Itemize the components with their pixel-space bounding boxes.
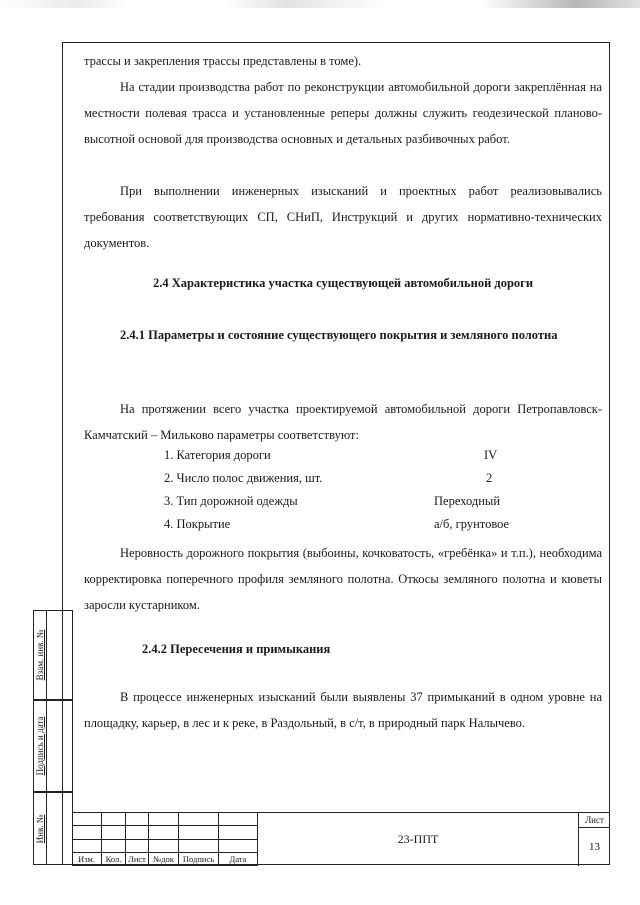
list-item: [164, 444, 564, 467]
column-label: Дата: [219, 853, 258, 866]
param-value: а/б, грунтовое: [434, 517, 510, 531]
stamp-inventory-label: Инв. №: [35, 814, 45, 843]
param-label: 1. Категория дороги: [164, 448, 271, 462]
param-value: Переходный: [434, 494, 501, 508]
paragraph-requirements: При выполнении инженерных изысканий и проектных работ реализовывались требования соответствующих СП, СНиП, Инструкций и других нормативно-технических документов.: [84, 184, 602, 250]
paragraph-junctions: В процессе инженерных изысканий были выявлены 37 примыканий в одном уровне на площадку, карьер, в лес и к реке, в Раздольный, в с/т, в природный парк Налычево.: [84, 690, 602, 730]
param-label: 4. Покрытие: [164, 517, 231, 531]
stamp-signature: [33, 700, 73, 792]
title-block-grid: [72, 813, 258, 866]
param-label: 3. Тип дорожной одежды: [164, 494, 298, 508]
list-item: [164, 490, 564, 513]
column-label: Лист: [126, 853, 149, 866]
paragraph-unevenness: Неровность дорожного покрытия (выбоины, кочковатость, «гребёнка» и т.п.), необходима корректировка поперечного профиля земляного полотна. Откосы земляного полотна и кюветы заросли кустарником.: [84, 546, 602, 612]
paragraph-production: На стадии производства работ по реконструкции автомобильной дороги закреплённая на местности полевая трасса и установленные реперы должны служить геодезической планово-высотной основой для производства основных и детальных разбивочных работ.: [84, 80, 602, 146]
column-label: Изм.: [72, 853, 102, 866]
column-label: Кол.: [102, 853, 126, 866]
list-item: [164, 513, 564, 536]
title-block: [72, 812, 610, 866]
param-value: 2: [486, 471, 493, 485]
stamp-inventory: [33, 792, 73, 865]
document-code: 23-ППТ: [397, 832, 439, 846]
column-label: Подпись: [179, 853, 219, 866]
paragraph-length: На протяжении всего участка проектируемой автомобильной дороги Петропавловск-Камчатский – Мильково параметры соответствуют:: [84, 402, 602, 442]
scan-edge-artifact: [0, 0, 640, 8]
list-item: [164, 467, 564, 490]
heading-2-4-2: 2.4.2 Пересечения и примыкания: [142, 642, 331, 656]
paragraph-continuation: трассы и закрепления трассы представлены в томе).: [84, 54, 362, 68]
param-label: 2. Число полос движения, шт.: [164, 471, 323, 485]
stamp-replaces: [33, 610, 73, 700]
heading-2-4-1: 2.4.1 Параметры и состояние существующего покрытия и земляного полотна: [120, 328, 558, 342]
heading-2-4: 2.4 Характеристика участка существующей автомобильной дороги: [152, 276, 534, 290]
sheet-cell: [578, 813, 610, 866]
param-value: IV: [484, 448, 498, 462]
parameters-list: [164, 444, 564, 536]
sheet-number: 13: [589, 841, 600, 853]
stamp-replaces-label: Взам. инв. №: [35, 629, 45, 681]
sheet-label: Лист: [579, 813, 610, 828]
column-label: №док: [149, 853, 179, 866]
stamp-signature-label: Подпись и дата: [35, 716, 45, 776]
